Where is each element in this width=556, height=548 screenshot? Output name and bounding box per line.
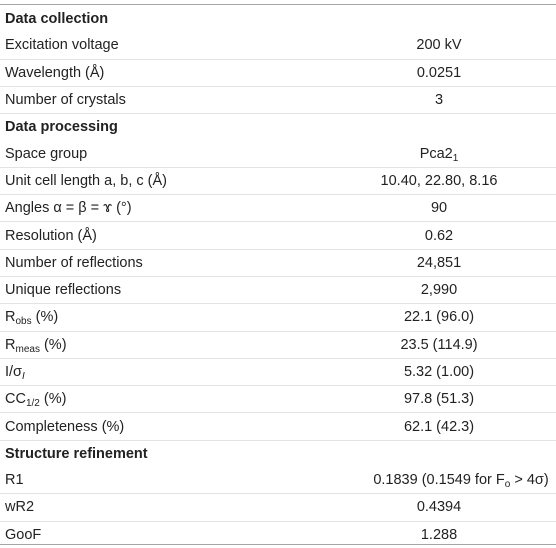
table-top-rule xyxy=(0,4,556,5)
row-label: Space group xyxy=(0,140,322,167)
row-label xyxy=(0,358,322,385)
label-tail: (%) xyxy=(39,336,67,353)
row-value: 97.8 (51.3) xyxy=(322,386,556,413)
row-label: Wavelength (Å) xyxy=(0,59,322,86)
table-row-unit-cell xyxy=(0,167,556,194)
row-value: 90 xyxy=(322,195,556,222)
label-subscript: 1/2 xyxy=(25,398,40,410)
value-main: 0.1839 (0.1549 for F xyxy=(373,472,505,489)
table-row-space-group xyxy=(0,140,556,167)
label-main: R xyxy=(5,309,16,326)
row-label xyxy=(0,331,322,358)
value-tail: > 4σ) xyxy=(510,472,549,489)
row-label: Number of crystals xyxy=(0,86,322,113)
label-tail: (%) xyxy=(39,391,67,408)
row-label: R1 xyxy=(0,467,322,494)
table-row-r-meas xyxy=(0,331,556,358)
label-main: R xyxy=(5,336,16,353)
row-label: Number of reflections xyxy=(0,249,322,276)
row-value xyxy=(322,140,556,167)
row-value: 0.0251 xyxy=(322,59,556,86)
row-value: 0.4394 xyxy=(322,494,556,521)
label-subscript: I xyxy=(22,371,25,382)
table-row-resolution xyxy=(0,222,556,249)
table-row-number-of-crystals xyxy=(0,86,556,113)
row-label: wR2 xyxy=(0,494,322,521)
crystallography-data-table xyxy=(0,6,556,548)
row-label: GooF xyxy=(5,526,42,543)
table-row-completeness xyxy=(0,413,556,440)
row-label: Excitation voltage xyxy=(0,32,322,59)
table-row-wr2 xyxy=(0,494,556,521)
label-subscript: meas xyxy=(15,343,40,355)
table-bottom-rule xyxy=(0,544,556,545)
row-value: 3 xyxy=(322,86,556,113)
section-header-data-collection xyxy=(0,6,556,32)
row-value: 62.1 (42.3) xyxy=(322,413,556,440)
row-label xyxy=(0,386,322,413)
label-main: I/σ xyxy=(5,364,23,380)
table-row-r-obs xyxy=(0,304,556,331)
value-subscript: o xyxy=(504,479,511,491)
row-value: 10.40, 22.80, 8.16 xyxy=(322,167,556,194)
section-title: Data processing xyxy=(5,119,118,136)
row-value: 22.1 (96.0) xyxy=(322,304,556,331)
table-row-i-sigma xyxy=(0,358,556,385)
value-main: Pca2 xyxy=(419,145,453,162)
row-value: 2,990 xyxy=(322,276,556,303)
row-value: 1.288 xyxy=(420,526,458,543)
value-subscript: 1 xyxy=(452,152,459,164)
label-main: CC xyxy=(5,391,26,408)
row-value: 0.62 xyxy=(322,222,556,249)
row-value: 200 kV xyxy=(322,32,556,59)
row-label: Resolution (Å) xyxy=(0,222,322,249)
section-header-data-processing xyxy=(0,114,556,141)
row-label: Unique reflections xyxy=(0,276,322,303)
value-group xyxy=(373,472,549,491)
row-label: Angles α = β = ɤ (°) xyxy=(0,195,322,222)
row-value: 5.32 (1.00) xyxy=(322,358,556,385)
table-row-angles xyxy=(0,195,556,222)
section-title: Structure refinement xyxy=(5,445,148,462)
table-row-r1 xyxy=(0,467,556,494)
table-row-excitation-voltage xyxy=(0,32,556,59)
section-title: Data collection xyxy=(5,11,109,28)
table-row-unique-reflections xyxy=(0,276,556,303)
label-subscript: obs xyxy=(15,316,32,328)
table-row-number-of-reflections xyxy=(0,249,556,276)
row-label: Unit cell length a, b, c (Å) xyxy=(0,167,322,194)
row-label xyxy=(0,304,322,331)
row-value: 24,851 xyxy=(322,249,556,276)
table-row-wavelength xyxy=(0,59,556,86)
table-row-cc-half xyxy=(0,386,556,413)
label-tail: (%) xyxy=(31,309,59,326)
row-value: 23.5 (114.9) xyxy=(322,331,556,358)
section-header-structure-refinement xyxy=(0,440,556,467)
row-value xyxy=(322,467,556,494)
row-label: Completeness (%) xyxy=(0,413,322,440)
